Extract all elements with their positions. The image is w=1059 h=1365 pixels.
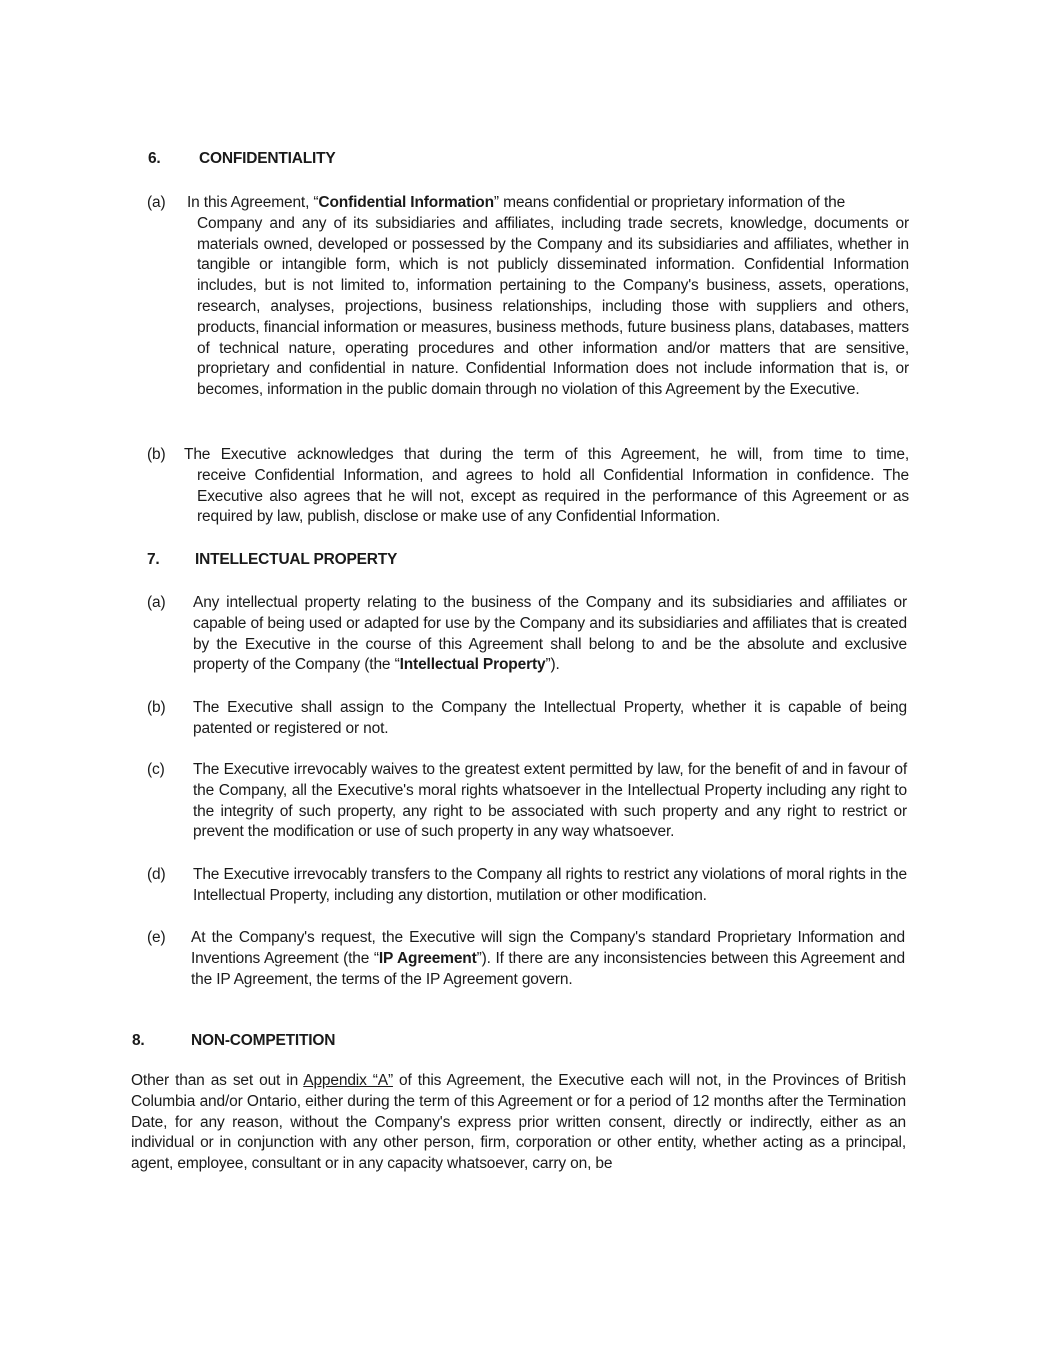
clause-first-line: The Executive acknowledges that during the term of this Agreement, he will, from time to time, [184, 446, 909, 463]
clause-body: receive Confidential Information, and agrees to hold all Confidential Information in confidence. The Executive also agrees that he will not, except as required in the performance of this Agreement or as required by law, publish, disclose or make use of any Confidential Information. [197, 466, 909, 526]
section-8-body: Other than as set out in Appendix “A” of this Agreement, the Executive each will not, in the Provinces of British Columbia and/or Ontario, either during the term of this Agreement or for a period of 12 months after the Termination Date, for any reason, without the Company's express prior written consent, directly or indirectly, either as an individual or in conjunction with any other person, firm, corporation or other entity, whether acting as a principal, agent, employee, consultant or in any capacity whatsoever, carry on, be [131, 1072, 907, 1173]
clause-7d [147, 865, 907, 907]
clause-6b [147, 445, 909, 528]
clause-label: (d) [147, 866, 166, 883]
clause-first-line: In this Agreement, “Confidential Information” means confidential or proprietary information of the [187, 194, 846, 211]
defined-term: Confidential Information [318, 194, 494, 211]
clause-body: The Executive shall assign to the Company the Intellectual Property, whether it is capable of being patented or registered or not. [193, 699, 907, 737]
clause-label: (b) [147, 699, 166, 716]
clause-body: At the Company's request, the Executive will sign the Company's standard Proprietary Information and Inventions Agreement (the “IP Agreement”). If there are any inconsistencies between this Agreement and the IP Agreement, the terms of the IP Agreement govern. [191, 929, 906, 988]
section-number: 7. [147, 551, 160, 568]
clause-7b [147, 698, 907, 740]
clause-label: (a) [147, 194, 166, 211]
defined-term: IP Agreement [378, 949, 477, 967]
section-number: 8. [132, 1032, 145, 1049]
clause-7c [147, 760, 907, 843]
appendix-a-reference: Appendix “A” [303, 1072, 393, 1089]
clause-body: Company and any of its subsidiaries and affiliates, including trade secrets, knowledge, documents or materials owned, developed or possessed by the Company and its subsidiaries and affiliates, whether in tangible or intangible form, which is not publicly disseminated information. Confidential Information includes, but is not limited to, information pertaining to the Company's business, assets, operations, research, analyses, projections, business relationships, including those with suppliers and others, products, financial information or measures, business methods, future business plans, databases, matters of technical nature, operating procedures and other information and/or matters that are sensitive, proprietary and confidential in nature. Confidential Information does not include information that is, or becomes, information in the public domain through no violation of this Agreement by the Executive. [197, 214, 909, 399]
clause-label: (b) [147, 446, 166, 463]
clause-7e [147, 928, 905, 990]
section-number: 6. [148, 150, 161, 167]
section-title: CONFIDENTIALITY [199, 150, 336, 167]
section-title: INTELLECTUAL PROPERTY [195, 551, 398, 568]
clause-label: (c) [147, 761, 165, 778]
clause-7a [147, 593, 907, 676]
clause-body: The Executive irrevocably transfers to the Company all rights to restrict any violations of moral rights in the Intellectual Property, including any distortion, mutilation or other modification. [193, 866, 907, 904]
clause-6a [147, 193, 909, 401]
section-title: NON-COMPETITION [191, 1032, 336, 1049]
defined-term: Intellectual Property [399, 656, 546, 674]
clause-label: (a) [147, 594, 166, 611]
clause-body: The Executive irrevocably waives to the greatest extent permitted by law, for the benefit of and in favour of the Company, all the Executive's moral rights whatsoever in the Intellectual Property including any right to the integrity of such property, any right to be associated with such property and any right to restrict or prevent the modification or use of such property in any way whatsoever. [193, 761, 907, 841]
clause-label: (e) [147, 929, 166, 946]
clause-body: Any intellectual property relating to the business of the Company and its subsidiaries and affiliates or capable of being used or adapted for use by the Company and its subsidiaries and affiliates that is created by the Executive in the course of this Agreement shall belong to and be the absolute and exclusive property of the Company (the “Intellectual Property”). [193, 594, 907, 674]
